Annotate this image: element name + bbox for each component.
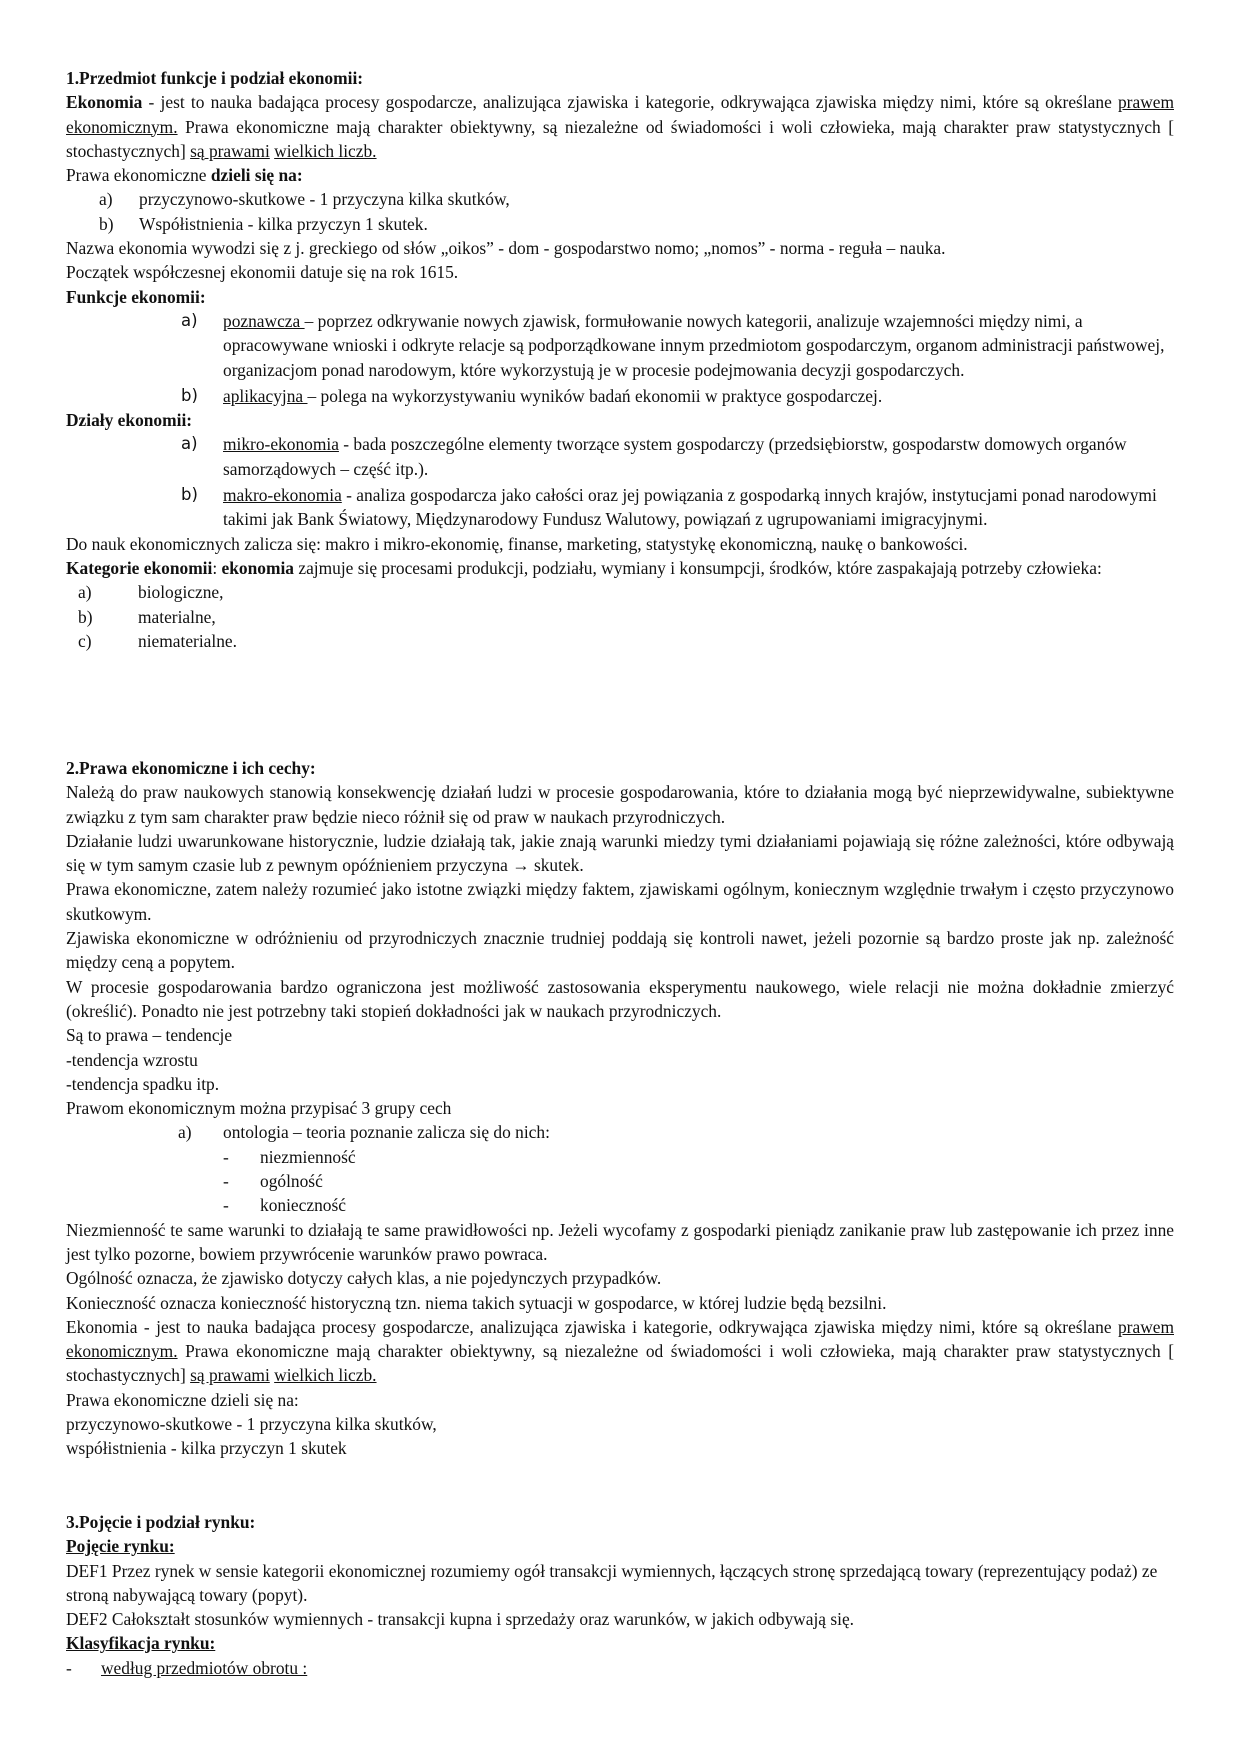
section-1 xyxy=(66,66,1174,653)
ekonomia-definition-repeat: Ekonomia - jest to nauka badająca procesy gospodarcze, analizująca zjawiska i kategorie, odkrywająca zjawiska między nimi, które są określane prawem ekonomicznym. Prawa ekonomiczne mają charakter obiektywny, są niezależne od świadomości i woli człowieka, mają charakter praw statystycznych [ stochastycznych] są prawami wielkich liczb. xyxy=(66,1316,1174,1386)
line: współistnienia - kilka przyczyn 1 skutek xyxy=(66,1438,347,1459)
economic-sciences-line: Do nauk ekonomicznych zalicza się: makro i mikro-ekonomię, finanse, marketing, statystykę ekonomiczną, naukę o bankowości. xyxy=(66,533,968,554)
market-classification-subheading: Klasyfikacja rynku: xyxy=(66,1633,216,1654)
feature-item: - ogólność xyxy=(223,1171,323,1192)
classification-item: - według przedmiotów obrotu : xyxy=(66,1657,308,1678)
section-1-heading: 1.Przedmiot funkcje i podział ekonomii: xyxy=(66,68,364,88)
section-3 xyxy=(66,1510,1174,1680)
definition-2: DEF2 Całokształt stosunków wymiennych - transakcji kupna i sprzedaży oraz warunków, w jakich odbywają się. xyxy=(66,1609,855,1630)
feature-item: - konieczność xyxy=(223,1195,346,1216)
function-item: a) poznawcza – poprzez odkrywanie nowych zjawisk, formułowanie nowych kategorii, analizuje wzajemności między nimi, a opracowywane wnioski i odkryte relacje są podporządkowane innym przedmiotom gospodarczym, organom administracji państwowej, organizacjom ponad narodowym, które wykorzystują je w procesie podejmowania decyzji gospodarczych. xyxy=(181,310,1165,380)
line: -tendencja spadku itp. xyxy=(66,1073,220,1094)
paragraph: Niezmienność te same warunki to działają te same prawidłowości np. Jeżeli wycofamy z gospodarki pieniądz zanikanie praw lub zastępowanie ich przez inne jest tylko pozorne, bowiem przywrócenie warunków prawo powraca. xyxy=(66,1219,1174,1264)
section-3-heading: 3.Pojęcie i podział rynku: xyxy=(66,1512,256,1532)
paragraph: W procesie gospodarowania bardzo ograniczona jest możliwość zastosowania eksperymentu naukowego, wiele relacji nie można dokładnie zmierzyć (określić). Ponadto nie jest potrzebny taki stopień dokładności jak w naukach przyrodniczych. xyxy=(66,976,1174,1021)
origin-year-line: Początek współczesnej ekonomii datuje się na rok 1615. xyxy=(66,262,459,283)
line: -tendencja wzrostu xyxy=(66,1049,198,1070)
branch-item: a) mikro-ekonomia - bada poszczególne elementy tworzące system gospodarczy (przedsiębiorstw, gospodarstw domowych organów samorządowych – część itp.). xyxy=(181,434,1127,479)
paragraph: Ogólność oznacza, że zjawisko dotyczy całych klas, a nie pojedynczych przypadków. xyxy=(66,1268,662,1289)
law-type-item: a) przyczynowo-skutkowe - 1 przyczyna kilka skutków, xyxy=(99,189,510,210)
functions-heading: Funkcje ekonomii: xyxy=(66,286,206,307)
ontology-item: a) ontologia – teoria poznanie zalicza się do nich: xyxy=(178,1122,550,1143)
line: przyczynowo-skutkowe - 1 przyczyna kilka skutków, xyxy=(66,1414,437,1435)
need-item: a) biologiczne, xyxy=(78,582,224,603)
branches-heading: Działy ekonomii: xyxy=(66,410,193,431)
branch-item: b) makro-ekonomia - analiza gospodarcza jako całości oraz jej powiązania z gospodarką innych krajów, instytucjami ponad narodowymi takimi jak Bank Światowy, Międzynarodowy Fundusz Walutowy, powiązań z ugrupowaniami imigracyjnymi. xyxy=(181,485,1157,530)
paragraph: Należą do praw naukowych stanowią konsekwencję działań ludzi w procesie gospodarowania, które to działania mogą być nieprzewidywalne, subiektywne związku z tym sam charakter praw będzie nieco różnił się od praw w naukach przyrodniczych. xyxy=(66,782,1174,827)
need-item: b) materialne, xyxy=(78,606,216,627)
section-2-heading: 2.Prawa ekonomiczne i ich cechy: xyxy=(66,758,316,778)
definition-1: DEF1 Przez rynek w sensie kategorii ekonomicznej rozumiemy ogół transakcji wymiennych, łączących stronę sprzedającą towary (reprezentujący podaż) ze stroną nabywającą towary (popyt). xyxy=(66,1560,1158,1605)
line: Prawom ekonomicznym można przypisać 3 grupy cech xyxy=(66,1098,452,1119)
paragraph: Prawa ekonomiczne, zatem należy rozumieć jako istotne związki między faktem, zjawiskami ogólnym, koniecznym względnie trwałym i często przyczynowo skutkowym. xyxy=(66,879,1174,924)
etymology-line: Nazwa ekonomia wywodzi się z j. greckiego od słów „oikos” - dom - gospodarstwo nomo; „nomos” - norma - reguła – nauka. xyxy=(66,238,946,259)
function-item: b) aplikacyjna – polega na wykorzystywaniu wyników badań ekonomii w praktyce gospodarczej. xyxy=(181,385,883,406)
paragraph: Zjawiska ekonomiczne w odróżnieniu od przyrodniczych znacznie trudniej poddają się kontroli nawet, jeżeli pozornie są bardzo proste jak np. zależność między ceną a popytem. xyxy=(66,928,1174,973)
line: Są to prawa – tendencje xyxy=(66,1025,233,1046)
line: Prawa ekonomiczne dzieli się na: xyxy=(66,1389,299,1410)
feature-item: - niezmienność xyxy=(223,1146,356,1167)
ekonomia-definition: Ekonomia - jest to nauka badająca procesy gospodarcze, analizująca zjawiska i kategorie, odkrywająca zjawiska między nimi, które są określane prawem ekonomicznym. Prawa ekonomiczne mają charakter obiektywny, są niezależne od świadomości i woli człowieka, mają charakter praw statystycznych [ stochastycznych] są prawami wielkich liczb. xyxy=(66,92,1174,161)
need-item: c) niematerialne. xyxy=(78,630,237,651)
paragraph: Konieczność oznacza konieczność historyczną tzn. niema takich sytuacji w gospodarce, w której ludzie będą bezsilni. xyxy=(66,1292,887,1313)
laws-division-line: Prawa ekonomiczne dzieli się na: xyxy=(66,165,303,186)
paragraph: Działanie ludzi uwarunkowane historycznie, ludzie działają tak, jakie znają warunki miedzy tymi działaniami pojawiają się różne zależności, które odbywają się w tym samym czasie lub z pewnym opóźnieniem przyczyna → skutek. xyxy=(66,830,1174,876)
section-2 xyxy=(66,756,1174,1461)
law-type-item: b) Współistnienia - kilka przyczyn 1 skutek. xyxy=(99,213,428,234)
market-concept-subheading: Pojęcie rynku: xyxy=(66,1536,175,1557)
categories-paragraph: Kategorie ekonomii: ekonomia zajmuje się procesami produkcji, podziału, wymiany i konsumpcji, środków, które zaspakajają potrzeby człowieka: xyxy=(66,557,1102,578)
